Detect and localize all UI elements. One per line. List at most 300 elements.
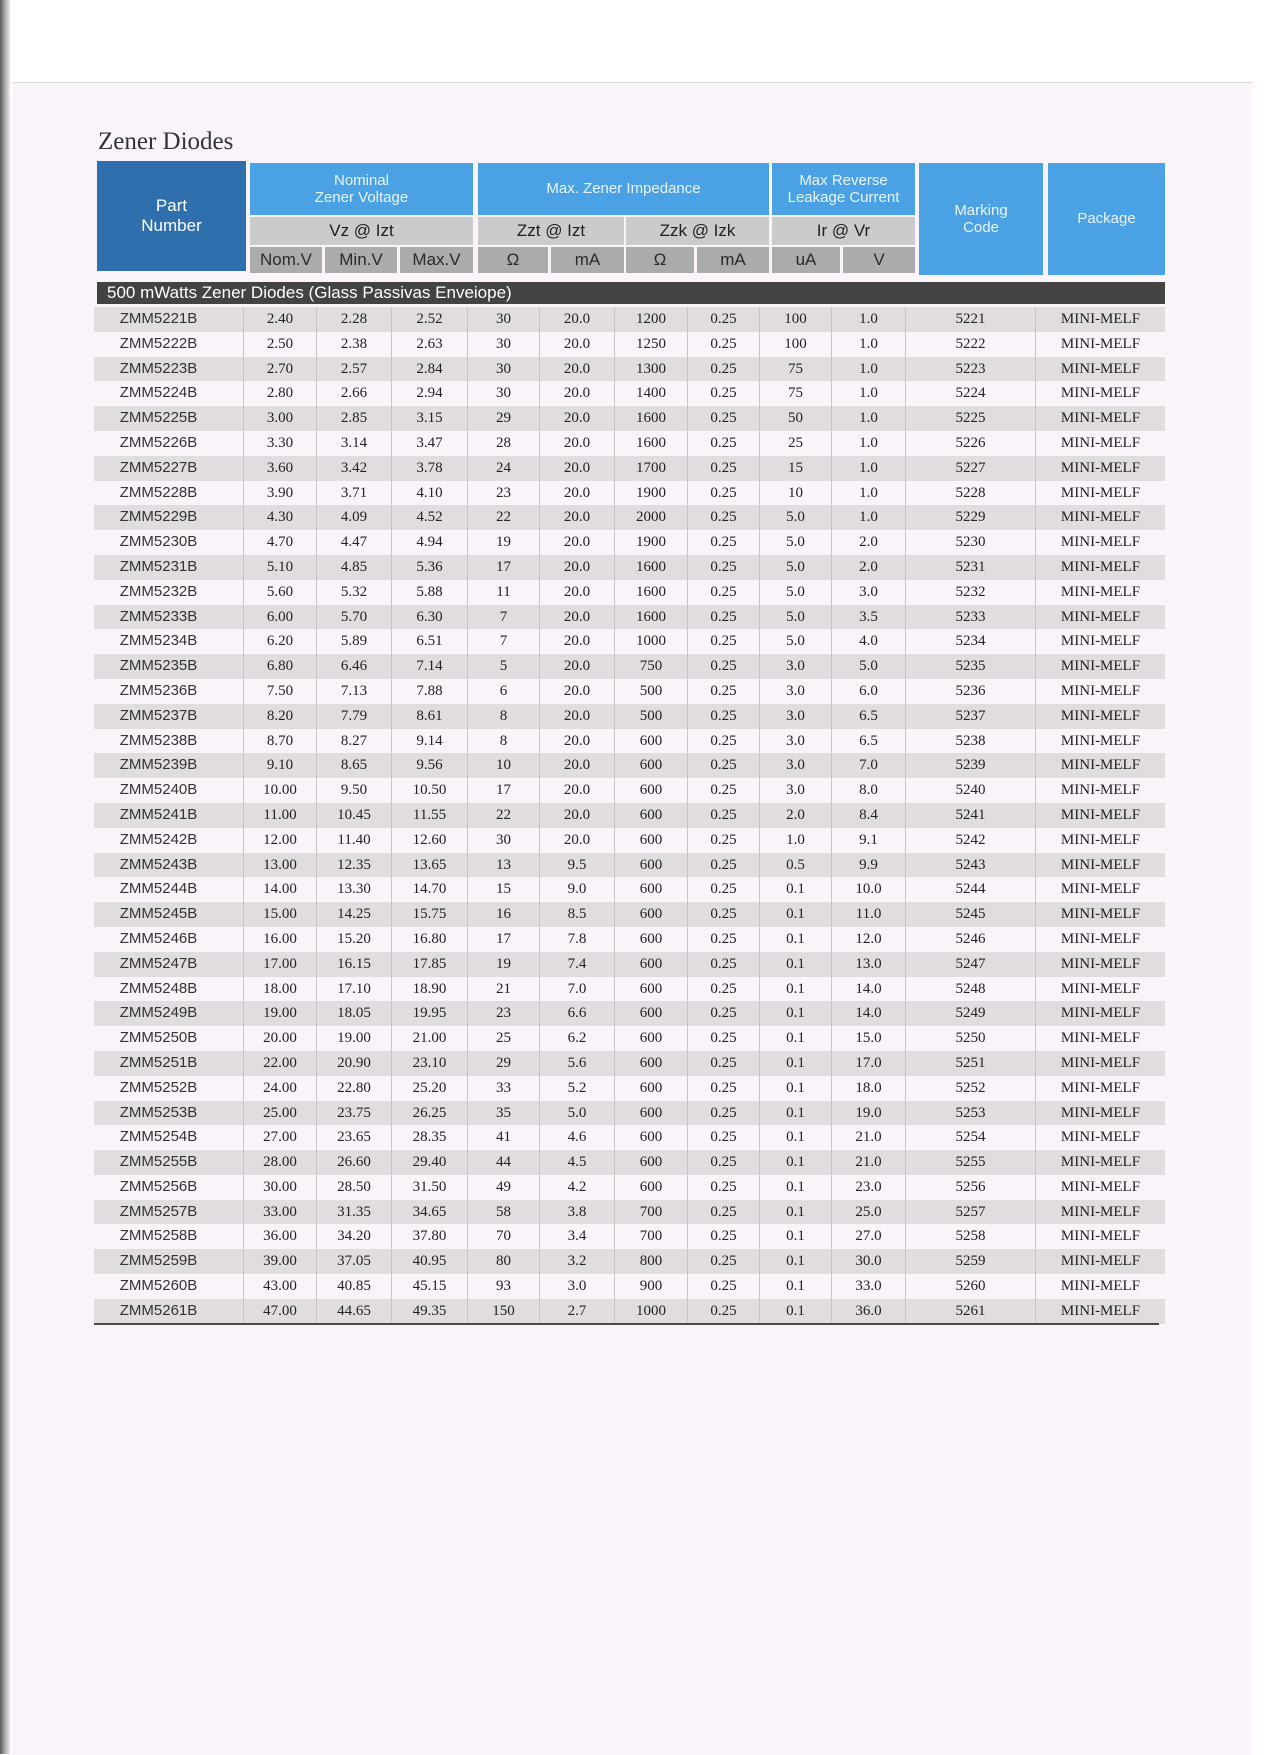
cell-marking-code: 5241 [906,803,1036,828]
cell-min-v: 16.15 [317,952,392,977]
cell-nom-v: 6.80 [244,654,317,679]
cell-zzt: 80 [468,1249,540,1274]
cell-zzk: 600 [615,977,688,1002]
cell-zzt: 44 [468,1150,540,1175]
cell-part-number: ZMM5250B [94,1026,244,1051]
cell-min-v: 11.40 [317,828,392,853]
cell-izt: 20.0 [540,456,615,481]
cell-ir: 0.1 [760,1200,832,1225]
cell-min-v: 34.20 [317,1224,392,1249]
cell-ir: 0.1 [760,1125,832,1150]
cell-marking-code: 5247 [906,952,1036,977]
cell-package: MINI-MELF [1060,311,1141,327]
cell-zzk: 750 [615,654,688,679]
cell-nom-v: 47.00 [244,1299,317,1324]
cell-izk: 0.25 [688,1249,760,1274]
cell-zzk: 600 [615,1026,688,1051]
cell-marking-code: 5259 [906,1249,1036,1274]
cell-zzt: 17 [468,927,540,952]
table-row [94,704,1165,729]
table-row [94,406,1165,431]
cell-zzk: 1600 [615,555,688,580]
cell-izk: 0.25 [688,927,760,952]
table-row [94,1175,1165,1200]
table-row [94,1274,1165,1299]
cell-marking-code: 5238 [906,729,1036,754]
cell-ir: 5.0 [760,580,832,605]
cell-izt: 20.0 [540,357,615,382]
table-row [94,629,1165,654]
cell-package: MINI-MELF [1060,732,1141,749]
table-row [94,1101,1165,1126]
cell-zzk: 700 [615,1200,688,1225]
cell-zzt: 7 [468,629,540,654]
cell-min-v: 3.42 [317,456,392,481]
cell-marking-code: 5258 [906,1224,1036,1249]
cell-nom-v: 5.60 [244,580,317,605]
section-title: 500 mWatts Zener Diodes (Glass Passivas Enveiope) [97,282,1165,304]
cell-zzt: 35 [468,1101,540,1126]
cell-marking-code: 5227 [906,456,1036,481]
cell-nom-v: 8.20 [244,704,317,729]
cell-part-number: ZMM5242B [94,828,244,853]
cell-zzk: 500 [615,704,688,729]
cell-zzk: 1200 [615,307,688,332]
cell-zzk: 1700 [615,456,688,481]
cell-marking-code: 5254 [906,1125,1036,1150]
cell-part-number: ZMM5259B [94,1249,244,1274]
cell-nom-v: 30.00 [244,1175,317,1200]
cell-vr: 4.0 [832,629,906,654]
cell-izk: 0.25 [688,555,760,580]
cell-min-v: 2.57 [317,357,392,382]
cell-zzt: 23 [468,481,540,506]
cell-nom-v: 22.00 [244,1051,317,1076]
table-row [94,1200,1165,1225]
cell-vr: 23.0 [832,1175,906,1200]
cell-marking-code: 5225 [906,406,1036,431]
cell-max-v: 4.10 [392,481,468,506]
cell-vr: 9.1 [832,828,906,853]
cell-zzk: 600 [615,902,688,927]
cell-package: MINI-MELF [1060,410,1141,427]
table-row [94,1026,1165,1051]
cell-min-v: 14.25 [317,902,392,927]
cell-marking-code: 5250 [906,1026,1036,1051]
cell-izk: 0.25 [688,952,760,977]
cell-vr: 1.0 [832,481,906,506]
cell-zzt: 30 [468,381,540,406]
cell-izt: 3.8 [540,1200,615,1225]
cell-zzt: 8 [468,704,540,729]
cell-min-v: 10.45 [317,803,392,828]
cell-min-v: 23.65 [317,1125,392,1150]
cell-izt: 6.2 [540,1026,615,1051]
cell-min-v: 18.05 [317,1001,392,1026]
cell-min-v: 31.35 [317,1200,392,1225]
table-row [94,505,1165,530]
cell-zzt: 22 [468,803,540,828]
cell-izk: 0.25 [688,1076,760,1101]
cell-package: MINI-MELF [1060,980,1141,997]
cell-vr: 1.0 [832,357,906,382]
cell-zzt: 93 [468,1274,540,1299]
cell-zzt: 41 [468,1125,540,1150]
cell-max-v: 3.47 [392,431,468,456]
cell-zzk: 600 [615,1076,688,1101]
cell-min-v: 2.66 [317,381,392,406]
cell-zzk: 1400 [615,381,688,406]
cell-ir: 0.1 [760,1249,832,1274]
cell-nom-v: 11.00 [244,803,317,828]
cell-zzt: 25 [468,1026,540,1051]
cell-zzk: 600 [615,927,688,952]
cell-ir: 15 [760,456,832,481]
cell-max-v: 6.51 [392,629,468,654]
cell-min-v: 3.71 [317,481,392,506]
cell-zzt: 150 [468,1299,540,1324]
cell-max-v: 16.80 [392,927,468,952]
cell-izk: 0.25 [688,1125,760,1150]
cell-vr: 6.0 [832,679,906,704]
cell-part-number: ZMM5251B [94,1051,244,1076]
table-row [94,605,1165,630]
cell-nom-v: 2.80 [244,381,317,406]
header-max-reverse-leakage: Max Reverse Leakage Current [772,163,915,215]
cell-izt: 20.0 [540,704,615,729]
cell-ir: 75 [760,381,832,406]
cell-ir: 0.1 [760,1175,832,1200]
cell-izt: 3.2 [540,1249,615,1274]
cell-zzk: 1300 [615,357,688,382]
cell-izt: 20.0 [540,629,615,654]
cell-izt: 20.0 [540,605,615,630]
cell-ir: 0.1 [760,1026,832,1051]
cell-package: MINI-MELF [1060,360,1141,377]
cell-izt: 5.2 [540,1076,615,1101]
cell-max-v: 14.70 [392,877,468,902]
cell-max-v: 13.65 [392,853,468,878]
cell-part-number: ZMM5238B [94,729,244,754]
cell-max-v: 4.52 [392,505,468,530]
cell-max-v: 8.61 [392,704,468,729]
cell-max-v: 34.65 [392,1200,468,1225]
cell-marking-code: 5224 [906,381,1036,406]
cell-package: MINI-MELF [1060,434,1141,451]
cell-marking-code: 5249 [906,1001,1036,1026]
cell-part-number: ZMM5241B [94,803,244,828]
cell-vr: 10.0 [832,877,906,902]
cell-ir: 1.0 [760,828,832,853]
cell-part-number: ZMM5256B [94,1175,244,1200]
table-row [94,828,1165,853]
cell-min-v: 5.89 [317,629,392,654]
cell-zzk: 600 [615,729,688,754]
cell-part-number: ZMM5245B [94,902,244,927]
cell-package: MINI-MELF [1060,1154,1141,1171]
cell-zzk: 600 [615,853,688,878]
cell-izt: 6.6 [540,1001,615,1026]
cell-ir: 0.1 [760,952,832,977]
cell-izt: 20.0 [540,778,615,803]
cell-marking-code: 5248 [906,977,1036,1002]
unit-zzk-ohm: Ω [626,247,694,273]
cell-izt: 3.0 [540,1274,615,1299]
cell-package: MINI-MELF [1060,831,1141,848]
table-row [94,1076,1165,1101]
cell-package: MINI-MELF [1060,955,1141,972]
cell-izt: 20.0 [540,729,615,754]
table-row [94,456,1165,481]
cell-marking-code: 5229 [906,505,1036,530]
cell-ir: 0.5 [760,853,832,878]
unit-izt-ma: mA [551,247,624,273]
cell-vr: 14.0 [832,1001,906,1026]
cell-max-v: 7.88 [392,679,468,704]
cell-part-number: ZMM5228B [94,481,244,506]
cell-izt: 20.0 [540,679,615,704]
cell-package: MINI-MELF [1060,707,1141,724]
cell-marking-code: 5239 [906,753,1036,778]
cell-vr: 8.0 [832,778,906,803]
unit-izk-ma: mA [697,247,769,273]
table-row [94,753,1165,778]
cell-izk: 0.25 [688,803,760,828]
cell-zzk: 1600 [615,431,688,456]
cell-zzk: 600 [615,1001,688,1026]
cell-vr: 1.0 [832,332,906,357]
cell-marking-code: 5226 [906,431,1036,456]
cell-ir: 5.0 [760,555,832,580]
cell-izt: 20.0 [540,753,615,778]
table-row [94,481,1165,506]
cell-min-v: 15.20 [317,927,392,952]
cell-min-v: 4.47 [317,530,392,555]
header-marking-code: Marking Code [919,163,1043,275]
cell-part-number: ZMM5239B [94,753,244,778]
cell-izt: 5.6 [540,1051,615,1076]
table-row [94,1224,1165,1249]
cell-package: MINI-MELF [1060,856,1141,873]
cell-marking-code: 5240 [906,778,1036,803]
cell-izt: 20.0 [540,481,615,506]
table-row [94,1249,1165,1274]
table-row [94,803,1165,828]
cell-nom-v: 2.50 [244,332,317,357]
cell-part-number: ZMM5255B [94,1150,244,1175]
cell-package: MINI-MELF [1060,782,1141,799]
cell-izt: 20.0 [540,406,615,431]
cell-ir: 0.1 [760,927,832,952]
cell-max-v: 25.20 [392,1076,468,1101]
cell-vr: 1.0 [832,505,906,530]
cell-zzt: 8 [468,729,540,754]
cell-zzt: 13 [468,853,540,878]
cell-nom-v: 3.60 [244,456,317,481]
cell-nom-v: 2.70 [244,357,317,382]
cell-ir: 75 [760,357,832,382]
table-row [94,952,1165,977]
cell-izk: 0.25 [688,357,760,382]
cell-zzk: 600 [615,1051,688,1076]
cell-package: MINI-MELF [1060,1178,1141,1195]
cell-ir: 5.0 [760,530,832,555]
table-row [94,902,1165,927]
cell-nom-v: 24.00 [244,1076,317,1101]
cell-zzt: 15 [468,877,540,902]
cell-min-v: 5.32 [317,580,392,605]
cell-nom-v: 18.00 [244,977,317,1002]
cell-izt: 4.2 [540,1175,615,1200]
cell-izk: 0.25 [688,481,760,506]
cell-izk: 0.25 [688,679,760,704]
cell-ir: 3.0 [760,778,832,803]
cell-nom-v: 15.00 [244,902,317,927]
cell-part-number: ZMM5223B [94,357,244,382]
cell-nom-v: 43.00 [244,1274,317,1299]
cell-izt: 7.8 [540,927,615,952]
cell-zzt: 23 [468,1001,540,1026]
cell-nom-v: 39.00 [244,1249,317,1274]
cell-ir: 0.1 [760,1076,832,1101]
cell-min-v: 40.85 [317,1274,392,1299]
cell-package: MINI-MELF [1060,484,1141,501]
table-row [94,654,1165,679]
table-row [94,357,1165,382]
cell-part-number: ZMM5235B [94,654,244,679]
cell-part-number: ZMM5246B [94,927,244,952]
cell-izt: 20.0 [540,307,615,332]
table-row [94,1150,1165,1175]
cell-min-v: 20.90 [317,1051,392,1076]
cell-zzt: 70 [468,1224,540,1249]
cell-ir: 0.1 [760,1150,832,1175]
cell-nom-v: 12.00 [244,828,317,853]
cell-izk: 0.25 [688,1150,760,1175]
cell-izk: 0.25 [688,654,760,679]
cell-vr: 25.0 [832,1200,906,1225]
cell-vr: 21.0 [832,1150,906,1175]
cell-zzk: 600 [615,753,688,778]
cell-nom-v: 6.00 [244,605,317,630]
cell-package: MINI-MELF [1060,1129,1141,1146]
header-zzt-condition: Zzt @ Izt [478,217,624,245]
cell-zzk: 1600 [615,580,688,605]
cell-zzt: 30 [468,357,540,382]
cell-izt: 3.4 [540,1224,615,1249]
cell-package: MINI-MELF [1060,1005,1141,1022]
cell-izk: 0.25 [688,431,760,456]
cell-part-number: ZMM5226B [94,431,244,456]
cell-izt: 20.0 [540,332,615,357]
cell-ir: 0.1 [760,1224,832,1249]
table-row [94,530,1165,555]
cell-max-v: 15.75 [392,902,468,927]
cell-izt: 20.0 [540,431,615,456]
cell-izt: 20.0 [540,803,615,828]
cell-ir: 5.0 [760,605,832,630]
cell-vr: 9.9 [832,853,906,878]
cell-max-v: 5.36 [392,555,468,580]
cell-zzk: 1000 [615,1299,688,1324]
cell-izt: 20.0 [540,580,615,605]
cell-min-v: 4.09 [317,505,392,530]
unit-min-v: Min.V [325,247,397,273]
cell-package: MINI-MELF [1060,534,1141,551]
cell-part-number: ZMM5231B [94,555,244,580]
cell-izk: 0.25 [688,580,760,605]
cell-zzk: 500 [615,679,688,704]
cell-marking-code: 5256 [906,1175,1036,1200]
cell-marking-code: 5223 [906,357,1036,382]
table-row [94,555,1165,580]
cell-min-v: 4.85 [317,555,392,580]
cell-vr: 1.0 [832,406,906,431]
cell-marking-code: 5261 [906,1299,1036,1324]
cell-min-v: 7.13 [317,679,392,704]
cell-zzt: 19 [468,952,540,977]
data-table-body [94,307,1165,1324]
table-row [94,977,1165,1002]
cell-part-number: ZMM5258B [94,1224,244,1249]
cell-zzk: 600 [615,1101,688,1126]
cell-izk: 0.25 [688,753,760,778]
cell-min-v: 13.30 [317,877,392,902]
cell-part-number: ZMM5229B [94,505,244,530]
cell-max-v: 19.95 [392,1001,468,1026]
cell-part-number: ZMM5221B [94,307,244,332]
cell-vr: 2.0 [832,530,906,555]
cell-vr: 27.0 [832,1224,906,1249]
cell-izk: 0.25 [688,977,760,1002]
table-row [94,431,1165,456]
cell-marking-code: 5245 [906,902,1036,927]
cell-part-number: ZMM5232B [94,580,244,605]
cell-izk: 0.25 [688,1274,760,1299]
cell-max-v: 17.85 [392,952,468,977]
cell-part-number: ZMM5252B [94,1076,244,1101]
cell-zzt: 11 [468,580,540,605]
cell-marking-code: 5253 [906,1101,1036,1126]
cell-package: MINI-MELF [1060,509,1141,526]
cell-max-v: 12.60 [392,828,468,853]
header-ir-condition: Ir @ Vr [772,217,915,245]
cell-ir: 3.0 [760,704,832,729]
cell-vr: 3.5 [832,605,906,630]
cell-part-number: ZMM5227B [94,456,244,481]
cell-min-v: 2.38 [317,332,392,357]
cell-nom-v: 20.00 [244,1026,317,1051]
cell-package: MINI-MELF [1060,1104,1141,1121]
cell-izk: 0.25 [688,406,760,431]
cell-izk: 0.25 [688,1175,760,1200]
cell-izt: 20.0 [540,381,615,406]
cell-package: MINI-MELF [1060,583,1141,600]
cell-izt: 20.0 [540,654,615,679]
cell-zzk: 800 [615,1249,688,1274]
cell-zzk: 1000 [615,629,688,654]
cell-part-number: ZMM5234B [94,629,244,654]
cell-package: MINI-MELF [1060,1203,1141,1220]
cell-zzk: 600 [615,778,688,803]
cell-min-v: 44.65 [317,1299,392,1324]
unit-vr-v: V [843,247,915,273]
cell-package: MINI-MELF [1060,682,1141,699]
cell-max-v: 5.88 [392,580,468,605]
cell-part-number: ZMM5247B [94,952,244,977]
cell-package: MINI-MELF [1060,906,1141,923]
cell-marking-code: 5257 [906,1200,1036,1225]
